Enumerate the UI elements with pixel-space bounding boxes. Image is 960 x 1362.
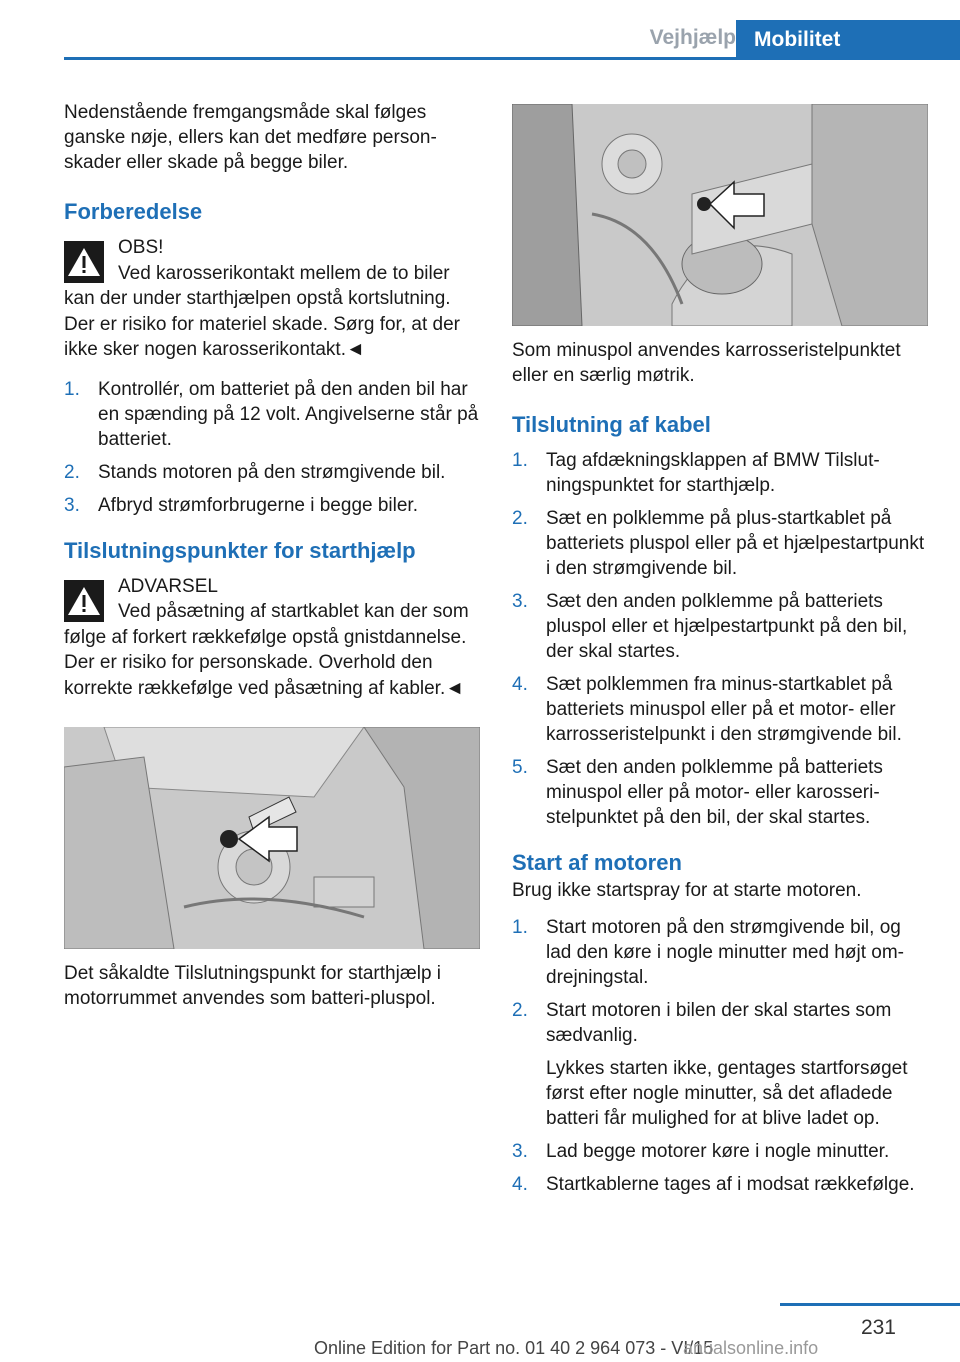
prep-steps-list xyxy=(64,377,480,518)
step-number: 1. xyxy=(512,450,528,471)
list-item xyxy=(512,998,928,1131)
step-number: 5. xyxy=(512,757,528,778)
engine-bay-image-positive xyxy=(64,727,480,949)
list-item xyxy=(512,915,928,990)
right-column xyxy=(512,104,928,1215)
warning-text: Ved påsætning af startkablet kan der som følge af forkert rækkefølge opstå gnistdannelse. Der er risiko for personskade. Overhold den korrekte rækkefølge ved påsætning af kabler.◄ xyxy=(64,601,469,699)
page-number: 231 xyxy=(860,1316,896,1339)
cable-steps-list xyxy=(512,448,928,830)
step-text: Start motoren på den strømgivende bil, og lad den køre i nogle minutter med højt omdrejningstal. xyxy=(546,917,904,988)
warning-icon xyxy=(64,580,104,622)
step-text: Kontrollér, om batteriet på den anden bil har en spænding på 12 volt. Angivelserne står på batteriet. xyxy=(98,378,479,450)
step-number: 3. xyxy=(512,1141,528,1162)
list-item xyxy=(512,448,928,498)
step-text: Sæt den anden polklemme på batteriets pluspol eller et hjælpestartpunkt på den bil, der skal startes. xyxy=(546,591,908,662)
start-steps-list xyxy=(512,915,928,1197)
list-item xyxy=(512,589,928,664)
step-number: 4. xyxy=(512,1174,528,1195)
list-item xyxy=(64,377,480,452)
footer-rule xyxy=(780,1303,960,1306)
list-item xyxy=(512,672,928,747)
list-item xyxy=(512,506,928,581)
step-text: Sæt en polklemme på plus-startkablet på batteriets pluspol eller på et hjælpestartpunkt i den strømgivende bil. xyxy=(546,508,925,579)
step-text: Lad begge motorer køre i nogle minutter. xyxy=(546,1141,890,1162)
list-item xyxy=(64,493,480,518)
heading-forberedelse: Forberedelse xyxy=(64,199,203,224)
section-tab-vejhjaelp[interactable]: Vejhjælp xyxy=(649,26,736,49)
edition-footer: Online Edition for Part no. 01 40 2 964 073 - VI/15 xyxy=(314,1338,714,1358)
warning-title: ADVARSEL xyxy=(118,575,218,597)
step-text: Sæt polklemmen fra minus-startkablet på batteriets minuspol eller på et motor- eller karrosseristelpunkt i den strømgivende bil. xyxy=(546,674,902,745)
image-caption-positive: Det såkaldte Tilslutningspunkt for starthjælp i motorrummet anvendes som batteri-pluspol. xyxy=(64,963,442,1009)
step-number: 3. xyxy=(512,591,528,612)
step-text: Stands motoren på den strømgivende bil. xyxy=(98,461,446,483)
step-number: 4. xyxy=(512,674,528,695)
image-caption-negative: Som minuspol anvendes karrosseristelpunktet eller en særlig møtrik. xyxy=(512,340,901,386)
step-number: 2. xyxy=(512,508,528,529)
left-column xyxy=(64,100,480,1033)
step-subtext: Lykkes starten ikke, gentages startforsøget først efter nogle minutter, så det afladede batteri får mulighed for at blive ladet op. xyxy=(546,1058,908,1129)
engine-bay-drawing xyxy=(512,104,928,326)
warning-icon xyxy=(64,241,104,283)
step-text: Tag afdækningsklappen af BMW Tilslutningspunktet for starthjælp. xyxy=(546,450,880,496)
start-intro: Brug ikke startspray for at starte motoren. xyxy=(512,880,862,901)
warning-notice xyxy=(64,574,480,702)
engine-bay-drawing xyxy=(64,727,480,949)
caution-title: OBS! xyxy=(118,237,164,258)
step-number: 2. xyxy=(512,1000,528,1021)
list-item xyxy=(512,1172,928,1197)
list-item xyxy=(512,755,928,830)
header-bar xyxy=(64,20,960,60)
list-item xyxy=(64,460,480,485)
watermark-text: anualsonline.info xyxy=(683,1338,819,1358)
header-rule xyxy=(64,57,960,60)
step-number: 2. xyxy=(64,461,80,483)
section-tab-mobilitet[interactable]: Mobilitet xyxy=(736,20,960,60)
step-number: 1. xyxy=(512,917,528,938)
caution-notice xyxy=(64,235,480,363)
step-text: Afbryd strømforbrugerne i begge biler. xyxy=(98,494,418,516)
intro-paragraph: Nedenstående fremgangsmåde skal følges ganske nøje, ellers kan det medføre personskader eller skade på begge biler. xyxy=(64,102,437,173)
engine-bay-image-negative xyxy=(512,104,928,326)
heading-tilslutning-af-kabel: Tilslutning af kabel xyxy=(512,412,711,437)
step-text: Start motoren i bilen der skal startes som sædvanlig. xyxy=(546,1000,892,1046)
step-number: 3. xyxy=(64,494,80,516)
step-number: 1. xyxy=(64,378,80,400)
heading-tilslutningspunkter: Tilslutningspunkter for starthjælp xyxy=(64,537,416,563)
caution-text: Ved karosserikontakt mellem de to biler kan der under starthjælpen opstå kortslutning. Der er risiko for materiel skade. Sørg for, at der ikke sker nogen karosserikontakt.◄ xyxy=(64,262,460,360)
list-item xyxy=(512,1139,928,1164)
step-text: Startkablerne tages af i modsat rækkefølge. xyxy=(546,1174,915,1195)
heading-start-af-motoren: Start af motoren xyxy=(512,850,682,875)
step-text: Sæt den anden polklemme på batteriets minuspol eller på motor- eller karosseristelpunktet på den bil, der skal startes. xyxy=(546,757,883,828)
